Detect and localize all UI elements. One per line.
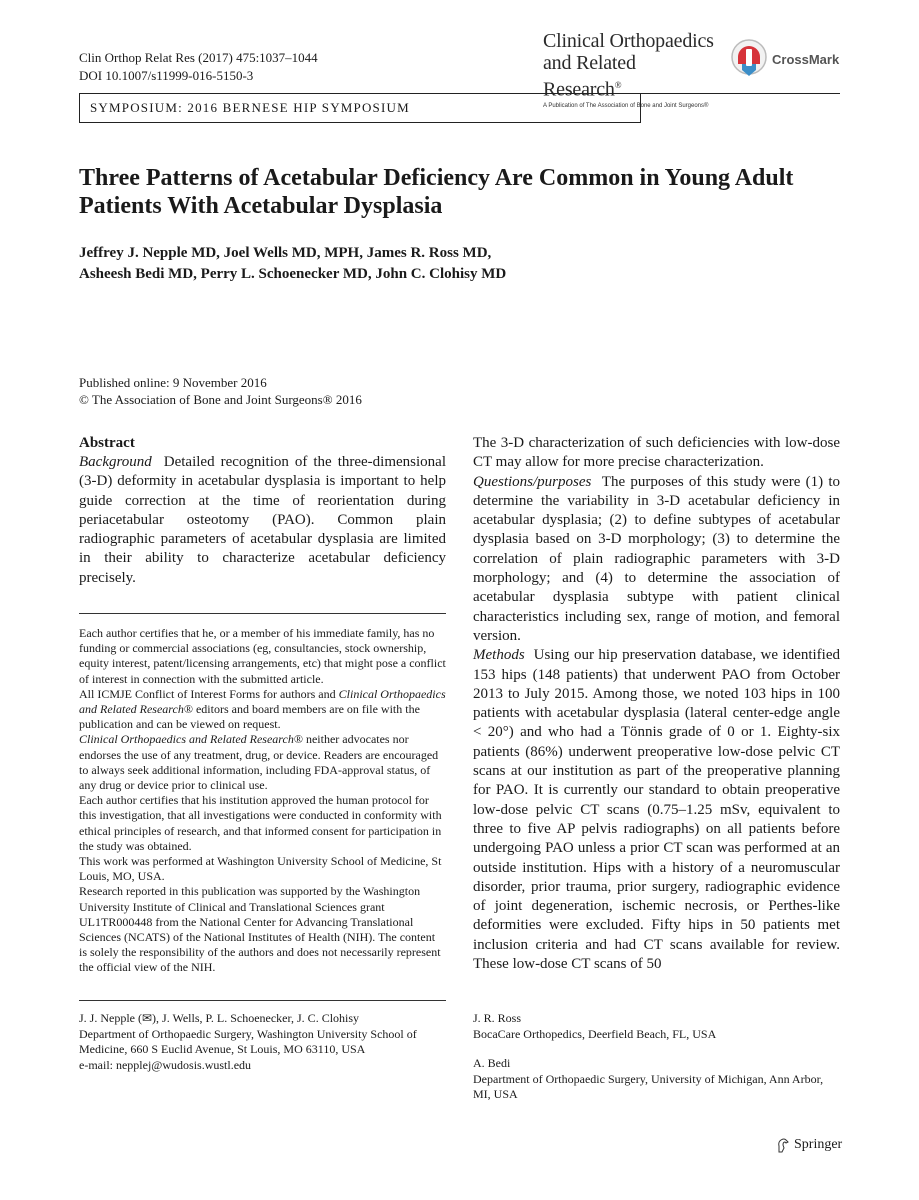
abstract-heading: Abstract (79, 435, 135, 451)
crossmark-label: CrossMark (772, 51, 840, 67)
affiliation-ross: J. R. Ross BocaCare Orthopedics, Deerfield Beach, FL, USA (473, 1011, 717, 1041)
footnote-location: This work was performed at Washington University School of Medicine, St Louis, MO, USA. (79, 854, 442, 884)
abstract-background: Background Detailed recognition of the three-dimensional (3-D) deformity in acetabular dysplasia is important to help guide correction at the time of reorientation during periacetabular osteotomy (PAO). Common plain radiographic parameters of acetabular dysplasia are limited in their ability to characterize acetabular deficiency precisely. (79, 454, 446, 586)
crossmark-badge[interactable] (730, 38, 839, 80)
symposium-label: SYMPOSIUM: 2016 BERNESE HIP SYMPOSIUM (79, 94, 641, 123)
footnote-disclaimer: Clinical Orthopaedics and Related Research® neither advocates nor endorses the use of any treatment, drug, or device. Readers are encouraged to always seek additional information, including FDA-approval status, of any drug or device prior to clinical use. (79, 732, 439, 793)
affiliation-rule (79, 1000, 446, 1001)
footnote-rule (79, 613, 446, 614)
abstract-questions: Questions/purposes The purposes of this study were (1) to determine the variability in 3-D acetabular deficiency in acetabular dysplasia; (2) to define subtypes of acetabular dysplasia based on 3-D morphology; (3) to determine the correlation of plain radiographic parameters with 3-D morphology; and (4) to determine the association of acetabular dysplasia subtype with patient clinical characteristics including sex, range of motion, and femoral version. (473, 473, 840, 644)
footnote-icmje: All ICMJE Conflict of Interest Forms for authors and Clinical Orthopaedics and Related Research® editors and board members are on file with the publication and can be viewed on request. (79, 686, 446, 732)
affiliation-bedi: A. Bedi Department of Orthopaedic Surgery, University of Michigan, Ann Arbor, MI, USA (473, 1056, 824, 1101)
published-date: Published online: 9 November 2016 (79, 375, 267, 390)
abstract-methods: Methods Using our hip preservation database, we identified 153 hips (148 patients) that underwent PAO from October 2013 to July 2015. Among those, we noted 103 hips in 100 patients with acetabular dysplasia (lateral center-edge angle < 20°) and who had a Tönnis grade of 0 or 1. Eighty-six patients (86%) underwent preoperative low-dose pelvic CT scans at our institution as part of the preoperative planning for PAO. It is currently our standard to obtain preoperative low-dose pelvic CT scans (0.75–1.25 mSv, equivalent to three to five AP pelvis radiographs) on all patients before undergoing PAO unless a prior CT scan was performed at an outside institution. Hips with a history of a neuromuscular disorder, prior trauma, prior surgery, radiographic evidence of joint degeneration, ischemic necrosis, or Perthes-like deformities were excluded. Fifty hips in 50 patients met inclusion criteria and had CT scans available for review. These low-dose CT scans of 50 (473, 647, 841, 973)
springer-horse-icon (776, 1137, 790, 1153)
affiliation-nepple (79, 1011, 446, 1073)
affiliations-right (473, 1011, 840, 1117)
abstract-right-column (473, 434, 840, 974)
citation-doi: DOI 10.1007/s11999-016-5150-3 (79, 68, 254, 83)
affiliation-names: J. J. Nepple (✉), J. Wells, P. L. Schoenecker, J. C. Clohisy (79, 1011, 360, 1025)
author-list: Jeffrey J. Nepple MD, Joel Wells MD, MPH, James R. Ross MD, Asheesh Bedi MD, Perry L. Schoenecker MD, John C. Clohisy MD (79, 245, 507, 282)
abstract-continuation: The 3-D characterization of such deficiencies with low-dose CT may allow for more precise characterization. (473, 435, 840, 471)
footnotes (79, 626, 446, 976)
springer-label: Springer (794, 1137, 843, 1152)
citation (79, 49, 318, 85)
abstract-left-column (79, 434, 446, 588)
journal-logo-line2: and Related Research® (543, 52, 636, 101)
article-title: Three Patterns of Acetabular Deficiency Are Common in Young Adult Patients With Acetabular Dysplasia (79, 165, 794, 219)
publication-info (79, 374, 362, 408)
crossmark-icon (730, 38, 768, 80)
citation-journal: Clin Orthop Relat Res (2017) 475:1037–1044 (79, 50, 318, 65)
journal-logo-tagline: A Publication of The Association of Bone and Joint Surgeons® (543, 102, 709, 109)
footnote-funding: Research reported in this publication was supported by the Washington University Institute of Clinical and Translational Sciences grant UL1TR000448 from the National Center for Advancing Translational Sciences (NCATS) of the National Institutes of Health (NIH). The content is solely the responsibility of the authors and does not necessarily represent the official view of the NIH. (79, 884, 441, 975)
affiliation-email[interactable]: e-mail: nepplej@wudosis.wustl.edu (79, 1057, 252, 1072)
footnote-ethics: Each author certifies that his institution approved the human protocol for this investigation, that all investigations were conducted in conformity with ethical principles of research, and that informed consent for participation in the study was obtained. (79, 793, 442, 853)
copyright: © The Association of Bone and Joint Surgeons® 2016 (79, 392, 362, 407)
footnote-coi: Each author certifies that he, or a member of his immediate family, has no funding or commercial associations (eg, consultancies, stock ownership, equity interest, patent/licensing arrangements, etc) that might pose a conflict of interest in connection with the submitted article. (79, 626, 446, 686)
springer-logo (776, 1137, 842, 1153)
journal-logo-line1: Clinical Orthopaedics (543, 30, 714, 52)
affiliation-department: Department of Orthopaedic Surgery, Washington University School of Medicine, 660 S Euclid Avenue, St Louis, MO 63110, USA (79, 1026, 417, 1056)
